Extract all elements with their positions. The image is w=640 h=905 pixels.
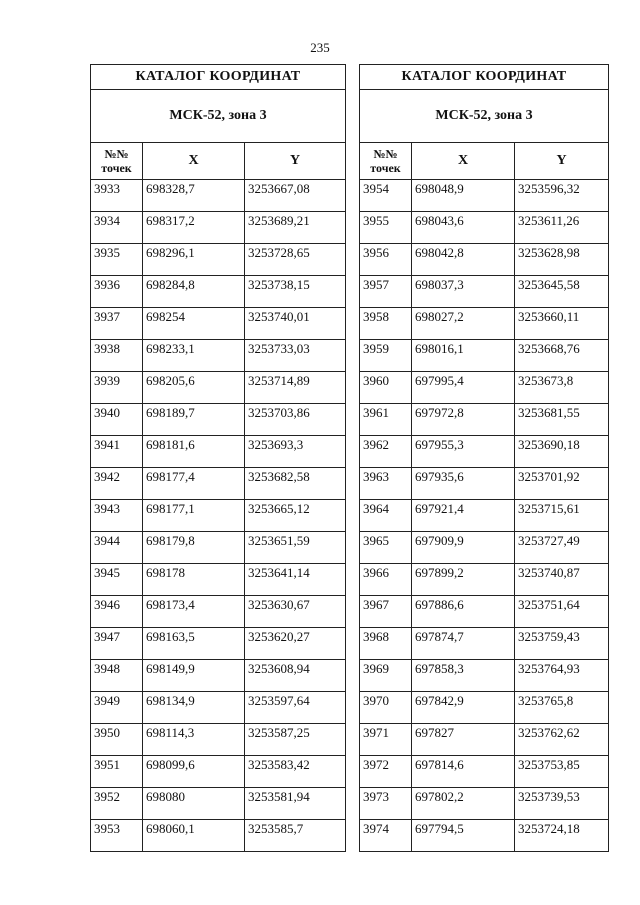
point-number-cell: 3961 bbox=[360, 404, 412, 436]
catalog-title: КАТАЛОГ КООРДИНАТ bbox=[360, 65, 609, 90]
point-number-cell: 3962 bbox=[360, 436, 412, 468]
x-coordinate-cell: 698254 bbox=[143, 308, 245, 340]
table-row bbox=[91, 180, 346, 212]
point-number-header bbox=[91, 143, 143, 180]
y-coordinate-cell: 3253703,86 bbox=[245, 404, 346, 436]
y-coordinate-cell: 3253727,49 bbox=[515, 532, 609, 564]
y-coordinate-cell: 3253701,92 bbox=[515, 468, 609, 500]
table-row bbox=[360, 788, 609, 820]
table-row bbox=[360, 628, 609, 660]
table-row bbox=[360, 596, 609, 628]
table-row bbox=[91, 756, 346, 788]
point-number-cell: 3948 bbox=[91, 660, 143, 692]
point-number-cell: 3960 bbox=[360, 372, 412, 404]
x-coordinate-cell: 698179,8 bbox=[143, 532, 245, 564]
table-row bbox=[91, 340, 346, 372]
y-coordinate-cell: 3253596,32 bbox=[515, 180, 609, 212]
table-row bbox=[360, 404, 609, 436]
x-coordinate-cell: 698027,2 bbox=[412, 308, 515, 340]
point-number-cell: 3951 bbox=[91, 756, 143, 788]
page-number: 235 bbox=[310, 40, 330, 55]
table-row bbox=[360, 340, 609, 372]
y-coordinate-cell: 3253641,14 bbox=[245, 564, 346, 596]
point-number-cell: 3970 bbox=[360, 692, 412, 724]
point-number-cell: 3957 bbox=[360, 276, 412, 308]
x-coordinate-cell: 697874,7 bbox=[412, 628, 515, 660]
x-coordinate-cell: 698233,1 bbox=[143, 340, 245, 372]
x-coordinate-cell: 698178 bbox=[143, 564, 245, 596]
y-coordinate-cell: 3253728,65 bbox=[245, 244, 346, 276]
point-number-cell: 3952 bbox=[91, 788, 143, 820]
coordinate-catalog-table-right bbox=[359, 64, 609, 852]
y-coordinate-cell: 3253585,7 bbox=[245, 820, 346, 852]
point-number-cell: 3944 bbox=[91, 532, 143, 564]
y-coordinate-cell: 3253724,18 bbox=[515, 820, 609, 852]
table-row bbox=[91, 692, 346, 724]
point-number-cell: 3950 bbox=[91, 724, 143, 756]
x-coordinate-cell: 698037,3 bbox=[412, 276, 515, 308]
y-coordinate-cell: 3253740,01 bbox=[245, 308, 346, 340]
y-coordinate-cell: 3253620,27 bbox=[245, 628, 346, 660]
y-coordinate-cell: 3253583,42 bbox=[245, 756, 346, 788]
table-row bbox=[91, 244, 346, 276]
table-row bbox=[360, 724, 609, 756]
x-column-header: X bbox=[143, 143, 245, 180]
point-number-cell: 3956 bbox=[360, 244, 412, 276]
table-row bbox=[360, 372, 609, 404]
y-coordinate-cell: 3253665,12 bbox=[245, 500, 346, 532]
table-row bbox=[360, 212, 609, 244]
point-number-cell: 3933 bbox=[91, 180, 143, 212]
x-coordinate-cell: 698177,4 bbox=[143, 468, 245, 500]
coordinate-system-subtitle: МСК-52, зона 3 bbox=[91, 90, 346, 143]
x-coordinate-cell: 697858,3 bbox=[412, 660, 515, 692]
point-number-header-line2: точек bbox=[370, 161, 401, 175]
point-number-cell: 3949 bbox=[91, 692, 143, 724]
x-coordinate-cell: 698043,6 bbox=[412, 212, 515, 244]
table-row bbox=[91, 212, 346, 244]
y-coordinate-cell: 3253762,62 bbox=[515, 724, 609, 756]
y-coordinate-cell: 3253759,43 bbox=[515, 628, 609, 660]
y-coordinate-cell: 3253764,93 bbox=[515, 660, 609, 692]
y-coordinate-cell: 3253733,03 bbox=[245, 340, 346, 372]
y-coordinate-cell: 3253681,55 bbox=[515, 404, 609, 436]
y-coordinate-cell: 3253587,25 bbox=[245, 724, 346, 756]
y-coordinate-cell: 3253645,58 bbox=[515, 276, 609, 308]
y-coordinate-cell: 3253738,15 bbox=[245, 276, 346, 308]
x-coordinate-cell: 697909,9 bbox=[412, 532, 515, 564]
point-number-cell: 3947 bbox=[91, 628, 143, 660]
point-number-cell: 3936 bbox=[91, 276, 143, 308]
point-number-cell: 3943 bbox=[91, 500, 143, 532]
y-coordinate-cell: 3253611,26 bbox=[515, 212, 609, 244]
x-coordinate-cell: 698042,8 bbox=[412, 244, 515, 276]
y-coordinate-cell: 3253628,98 bbox=[515, 244, 609, 276]
point-number-cell: 3935 bbox=[91, 244, 143, 276]
x-coordinate-cell: 698149,9 bbox=[143, 660, 245, 692]
y-coordinate-cell: 3253753,85 bbox=[515, 756, 609, 788]
x-coordinate-cell: 698284,8 bbox=[143, 276, 245, 308]
point-number-cell: 3968 bbox=[360, 628, 412, 660]
point-number-cell: 3954 bbox=[360, 180, 412, 212]
x-coordinate-cell: 698060,1 bbox=[143, 820, 245, 852]
table-row bbox=[91, 564, 346, 596]
y-coordinate-cell: 3253693,3 bbox=[245, 436, 346, 468]
y-coordinate-cell: 3253714,89 bbox=[245, 372, 346, 404]
point-number-cell: 3955 bbox=[360, 212, 412, 244]
x-coordinate-cell: 697935,6 bbox=[412, 468, 515, 500]
x-coordinate-cell: 698048,9 bbox=[412, 180, 515, 212]
table-row bbox=[91, 404, 346, 436]
y-coordinate-cell: 3253689,21 bbox=[245, 212, 346, 244]
point-number-cell: 3965 bbox=[360, 532, 412, 564]
x-coordinate-cell: 698205,6 bbox=[143, 372, 245, 404]
catalog-title: КАТАЛОГ КООРДИНАТ bbox=[91, 65, 346, 90]
table-row bbox=[360, 820, 609, 852]
x-coordinate-cell: 698296,1 bbox=[143, 244, 245, 276]
x-coordinate-cell: 697899,2 bbox=[412, 564, 515, 596]
y-coordinate-cell: 3253740,87 bbox=[515, 564, 609, 596]
table-row bbox=[360, 180, 609, 212]
x-coordinate-cell: 697921,4 bbox=[412, 500, 515, 532]
y-coordinate-cell: 3253715,61 bbox=[515, 500, 609, 532]
point-number-cell: 3967 bbox=[360, 596, 412, 628]
point-number-header bbox=[360, 143, 412, 180]
x-coordinate-cell: 697794,5 bbox=[412, 820, 515, 852]
x-coordinate-cell: 698016,1 bbox=[412, 340, 515, 372]
table-row bbox=[91, 468, 346, 500]
table-row bbox=[91, 820, 346, 852]
x-coordinate-cell: 697955,3 bbox=[412, 436, 515, 468]
point-number-cell: 3963 bbox=[360, 468, 412, 500]
x-coordinate-cell: 697827 bbox=[412, 724, 515, 756]
table-row bbox=[360, 532, 609, 564]
y-coordinate-cell: 3253751,64 bbox=[515, 596, 609, 628]
table-row bbox=[91, 276, 346, 308]
point-number-cell: 3938 bbox=[91, 340, 143, 372]
point-number-cell: 3942 bbox=[91, 468, 143, 500]
table-row bbox=[360, 436, 609, 468]
y-coordinate-cell: 3253597,64 bbox=[245, 692, 346, 724]
x-coordinate-cell: 698114,3 bbox=[143, 724, 245, 756]
x-coordinate-cell: 697886,6 bbox=[412, 596, 515, 628]
table-row bbox=[360, 276, 609, 308]
y-column-header: Y bbox=[515, 143, 609, 180]
y-coordinate-cell: 3253668,76 bbox=[515, 340, 609, 372]
point-number-header-line1: №№ bbox=[373, 147, 398, 161]
y-coordinate-cell: 3253690,18 bbox=[515, 436, 609, 468]
point-number-header-line2: точек bbox=[101, 161, 132, 175]
table-row bbox=[91, 596, 346, 628]
point-number-cell: 3940 bbox=[91, 404, 143, 436]
point-number-cell: 3941 bbox=[91, 436, 143, 468]
x-coordinate-cell: 697995,4 bbox=[412, 372, 515, 404]
x-coordinate-cell: 698317,2 bbox=[143, 212, 245, 244]
table-row bbox=[91, 500, 346, 532]
y-column-header: Y bbox=[245, 143, 346, 180]
table-row bbox=[91, 372, 346, 404]
x-coordinate-cell: 698189,7 bbox=[143, 404, 245, 436]
point-number-cell: 3966 bbox=[360, 564, 412, 596]
x-coordinate-cell: 698181,6 bbox=[143, 436, 245, 468]
x-coordinate-cell: 698134,9 bbox=[143, 692, 245, 724]
x-coordinate-cell: 698177,1 bbox=[143, 500, 245, 532]
y-coordinate-cell: 3253739,53 bbox=[515, 788, 609, 820]
point-number-cell: 3958 bbox=[360, 308, 412, 340]
table-row bbox=[91, 532, 346, 564]
table-row bbox=[91, 308, 346, 340]
x-coordinate-cell: 698080 bbox=[143, 788, 245, 820]
point-number-cell: 3972 bbox=[360, 756, 412, 788]
table-row bbox=[91, 628, 346, 660]
table-row bbox=[360, 692, 609, 724]
table-row bbox=[360, 308, 609, 340]
point-number-cell: 3969 bbox=[360, 660, 412, 692]
x-coordinate-cell: 697814,6 bbox=[412, 756, 515, 788]
y-coordinate-cell: 3253660,11 bbox=[515, 308, 609, 340]
point-number-cell: 3945 bbox=[91, 564, 143, 596]
x-column-header: X bbox=[412, 143, 515, 180]
point-number-cell: 3973 bbox=[360, 788, 412, 820]
table-row bbox=[360, 500, 609, 532]
x-coordinate-cell: 698173,4 bbox=[143, 596, 245, 628]
x-coordinate-cell: 698099,6 bbox=[143, 756, 245, 788]
coordinate-catalog-table-left bbox=[90, 64, 346, 852]
table-row bbox=[360, 564, 609, 596]
point-number-cell: 3964 bbox=[360, 500, 412, 532]
point-number-header-line1: №№ bbox=[104, 147, 129, 161]
point-number-cell: 3939 bbox=[91, 372, 143, 404]
table-row bbox=[91, 724, 346, 756]
table-row bbox=[360, 468, 609, 500]
table-row bbox=[91, 660, 346, 692]
x-coordinate-cell: 698328,7 bbox=[143, 180, 245, 212]
point-number-cell: 3934 bbox=[91, 212, 143, 244]
y-coordinate-cell: 3253765,8 bbox=[515, 692, 609, 724]
table-row bbox=[360, 660, 609, 692]
table-row bbox=[91, 788, 346, 820]
x-coordinate-cell: 698163,5 bbox=[143, 628, 245, 660]
y-coordinate-cell: 3253651,59 bbox=[245, 532, 346, 564]
coordinate-system-subtitle: МСК-52, зона 3 bbox=[360, 90, 609, 143]
x-coordinate-cell: 697842,9 bbox=[412, 692, 515, 724]
point-number-cell: 3959 bbox=[360, 340, 412, 372]
table-row bbox=[360, 244, 609, 276]
y-coordinate-cell: 3253673,8 bbox=[515, 372, 609, 404]
point-number-cell: 3946 bbox=[91, 596, 143, 628]
y-coordinate-cell: 3253682,58 bbox=[245, 468, 346, 500]
table-row bbox=[91, 436, 346, 468]
y-coordinate-cell: 3253581,94 bbox=[245, 788, 346, 820]
point-number-cell: 3937 bbox=[91, 308, 143, 340]
point-number-cell: 3974 bbox=[360, 820, 412, 852]
point-number-cell: 3971 bbox=[360, 724, 412, 756]
x-coordinate-cell: 697802,2 bbox=[412, 788, 515, 820]
point-number-cell: 3953 bbox=[91, 820, 143, 852]
x-coordinate-cell: 697972,8 bbox=[412, 404, 515, 436]
y-coordinate-cell: 3253608,94 bbox=[245, 660, 346, 692]
y-coordinate-cell: 3253667,08 bbox=[245, 180, 346, 212]
table-row bbox=[360, 756, 609, 788]
y-coordinate-cell: 3253630,67 bbox=[245, 596, 346, 628]
